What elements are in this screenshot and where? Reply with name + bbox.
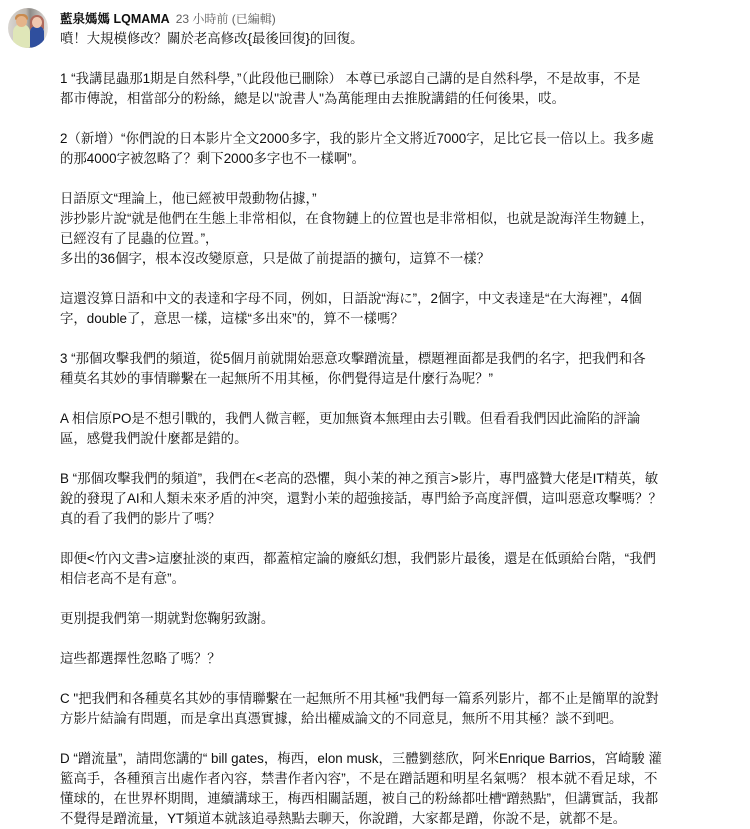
comment-paragraph: [60, 649, 738, 669]
comment-line: 噴！大規模修改？關於老高修改{最後回復}的回復。: [60, 31, 364, 46]
comment-paragraph: [60, 469, 738, 529]
comment-line: 銳的發現了AI和人類未來矛盾的沖突，還對小茉的超強接話，專門給予高度評價，這叫惡意攻擊嗎？？: [60, 491, 662, 506]
comment-line: 字，double了，意思一樣，這樣“多出來”的，算不一樣嗎？: [60, 311, 404, 326]
comment-paragraph: [60, 549, 738, 589]
comment-line: 1 “我講昆蟲那1期是自然科學，”（此段他已刪除） 本尊已承認自己講的是自然科學，不是故事，不是: [60, 71, 641, 86]
author-name-link[interactable]: 藍泉媽媽 LQMAMA: [60, 12, 170, 26]
avatar-figure: [13, 24, 30, 48]
comment-line: 3 “那個攻擊我們的頻道，從5個月前就開始惡意攻擊蹭流量，標題裡面都是我們的名字，把我們和各: [60, 351, 646, 366]
comment-timestamp-link[interactable]: 23 小時前 (已編輯): [175, 12, 276, 26]
comment-line: 真的看了我們的影片了嗎？: [60, 511, 221, 526]
comment-paragraph: [60, 29, 738, 49]
comment-line: 這些都選擇性忽略了嗎？？: [60, 651, 221, 666]
comment-paragraph: [60, 749, 738, 829]
comment-line: 相信老高不是有意”。: [60, 571, 185, 586]
comment-paragraph: [60, 689, 738, 729]
comment-line: D “蹭流量”，請問您講的“ bill gates，梅西，elon musk，三體劉慈欣，阿米Enrique Barrios，宮崎駿 灌: [60, 751, 662, 766]
comment-line: 即便<竹內文書>這麼扯淡的東西，都蓋棺定論的廢紙幻想，我們影片最後，還是在低頭給台階，“我們: [60, 551, 656, 566]
comment-line: 籃高手，各種預言出處作者內容，禁書作者內容”，不是在蹭話題和明星名氣嗎？ 根本就不看足球，不: [60, 771, 658, 786]
comment-paragraph: [60, 129, 738, 169]
avatar-figure: [32, 17, 42, 28]
comment-line: 涉抄影片說“就是他們在生態上非常相似，在食物鏈上的位置也是非常相似，也就是說海洋生物鏈上，: [60, 211, 654, 226]
comment-line: 區，感覺我們說什麼都是錯的。: [60, 431, 248, 446]
comment-line: 日語原文“理論上，他已經被甲殼動物佔據，”: [60, 191, 317, 206]
comment-line: B “那個攻擊我們的頻道”，我們在<老高的恐懼，與小茉的神之預言>影片，專門盛贊大佬是IT精英，敏: [60, 471, 659, 486]
avatar-figure: [16, 16, 27, 27]
comment-text: [60, 29, 738, 829]
comment-line: 懂球的，在世界杯期間，連續講球王，梅西相關話題，被自己的粉絲都吐槽“蹭熱點”，但講實話，我都: [60, 791, 659, 806]
comment-paragraph: [60, 289, 738, 329]
comment-paragraph: [60, 409, 738, 449]
comment-line: 都市傳說，相當部分的粉絲，總是以"說書人"為萬能理由去推脫講錯的任何後果，哎。: [60, 91, 565, 106]
channel-avatar[interactable]: [8, 8, 48, 48]
comment-header: [60, 10, 738, 28]
comment-paragraph: [60, 69, 738, 109]
comment-line: A 相信原PO是不想引戰的，我們人微言輕，更加無資本無理由去引戰。但看看我們因此淪陷的評論: [60, 411, 641, 426]
comment-paragraph: [60, 609, 738, 629]
comment-line: 2（新增）“你們說的日本影片全文2000多字，我的影片全文將近7000字，足比它長一倍以上。我多處: [60, 131, 654, 146]
comment-line: 種莫名其妙的事情聯繫在一起無所不用其極，你們覺得這是什麼行為呢？”: [60, 371, 493, 386]
comment-line: 不覺得是蹭流量，YT頻道本就該追尋熱點去聊天，你說蹭，大家都是蹭，你說不是，就都不是。: [60, 811, 627, 826]
comment-line: 這還沒算日語和中文的表達和字母不同，例如，日語說“海に”，2個字，中文表達是“在大海裡”，4個: [60, 291, 642, 306]
comment-line: 已經沒有了昆蟲的位置。”，: [60, 231, 219, 246]
comment-body: [60, 8, 750, 829]
comment-line: 的那4000字被忽略了？剩下2000多字也不一樣啊”。: [60, 151, 366, 166]
comment-paragraph: [60, 349, 738, 389]
avatar-figure: [30, 26, 44, 48]
comment-line: 多出的36個字，根本沒改變原意，只是做了前提語的擴句，這算不一樣？: [60, 251, 491, 266]
comment-line: C "把我們和各種莫名其妙的事情聯繫在一起無所不用其極"我們每一篇系列影片，都不止是簡單的說對: [60, 691, 659, 706]
comment-line: 方影片結論有問題，而是拿出真憑實據，給出權威論文的不同意見，無所不用其極？談不到吧。: [60, 711, 623, 726]
comment-line: 更別提我們第一期就對您鞠躬致謝。: [60, 611, 275, 626]
comment-paragraph: [60, 189, 738, 269]
